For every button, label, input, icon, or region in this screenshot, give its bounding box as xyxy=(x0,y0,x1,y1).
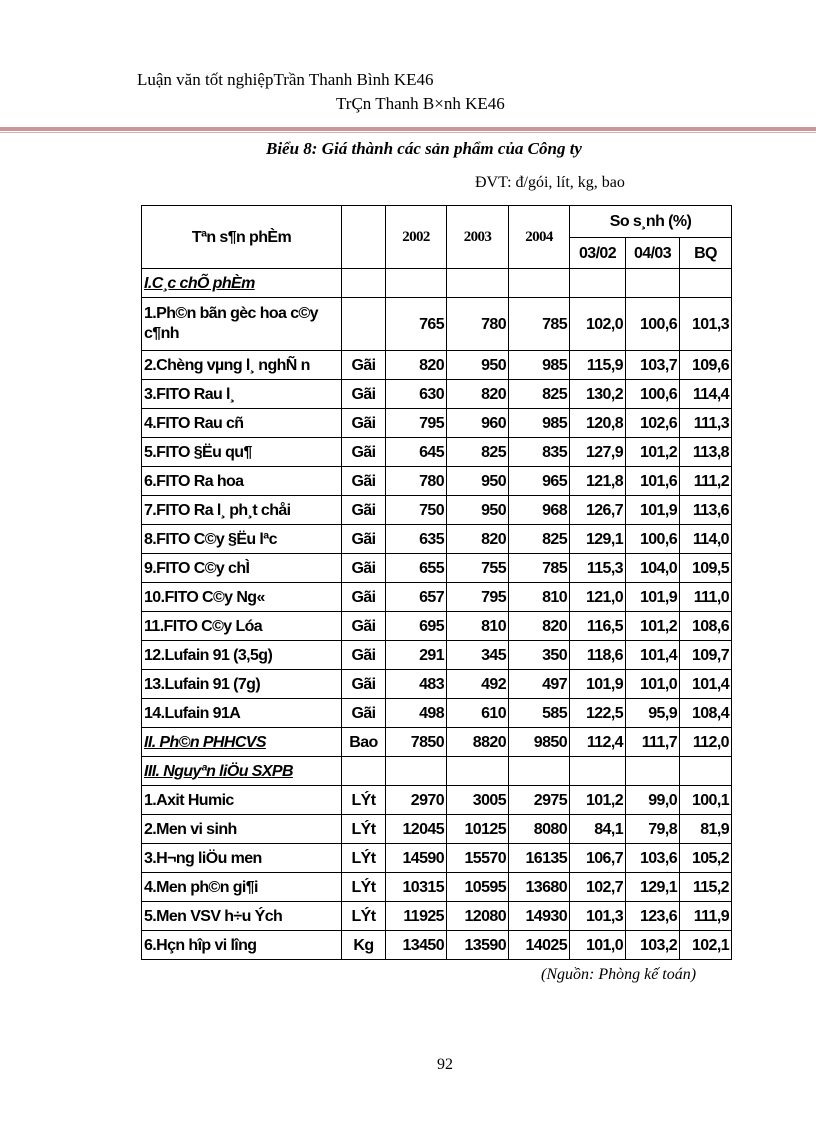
cell-03-02: 101,3 xyxy=(570,902,626,931)
table-row xyxy=(142,583,732,612)
cell-unit: LÝt xyxy=(342,902,386,931)
table-row xyxy=(142,269,732,298)
cell-04-03: 129,1 xyxy=(626,873,680,902)
cell-name: 1.Ph©n bãn gèc hoa c©y c¶nh xyxy=(142,298,342,351)
cell-unit: Gãi xyxy=(342,583,386,612)
page-number: 92 xyxy=(437,1056,453,1073)
cell-unit: Bao xyxy=(342,728,386,757)
cell-bq: 108,6 xyxy=(680,612,732,641)
cell-04-03: 103,2 xyxy=(626,931,680,960)
cell-2004: 585 xyxy=(509,699,570,728)
cell-bq xyxy=(680,757,732,786)
cell-unit: Gãi xyxy=(342,699,386,728)
cell-unit: Kg xyxy=(342,931,386,960)
cell-2003 xyxy=(447,269,509,298)
cell-2003: 10595 xyxy=(447,873,509,902)
cell-2003: 820 xyxy=(447,525,509,554)
cell-03-02: 112,4 xyxy=(570,728,626,757)
cell-bq: 109,6 xyxy=(680,351,732,380)
source-note: (Nguồn: Phòng kế toán) xyxy=(541,966,697,983)
cell-unit: LÝt xyxy=(342,844,386,873)
cell-name: 2.Chèng vµng l¸ nghÑ n xyxy=(142,351,342,380)
cell-name: 5.Men VSV h÷u Ých xyxy=(142,902,342,931)
cell-2004: 14930 xyxy=(509,902,570,931)
cell-2004: 985 xyxy=(509,409,570,438)
cell-unit: Gãi xyxy=(342,670,386,699)
cell-2004: 825 xyxy=(509,380,570,409)
table-row xyxy=(142,757,732,786)
cell-03-02: 122,5 xyxy=(570,699,626,728)
cell-2003: 755 xyxy=(447,554,509,583)
cell-03-02: 84,1 xyxy=(570,815,626,844)
cell-bq: 108,4 xyxy=(680,699,732,728)
cell-name: 8.FITO C©y §Ëu lªc xyxy=(142,525,342,554)
cell-2004: 785 xyxy=(509,298,570,351)
cell-2002: 630 xyxy=(386,380,447,409)
cell-unit: LÝt xyxy=(342,786,386,815)
cell-03-02: 121,0 xyxy=(570,583,626,612)
cell-name: 13.Lufain 91 (7g) xyxy=(142,670,342,699)
cell-2003: 610 xyxy=(447,699,509,728)
cell-2002: 11925 xyxy=(386,902,447,931)
cell-2004: 825 xyxy=(509,525,570,554)
cell-04-03: 101,6 xyxy=(626,467,680,496)
cell-2004: 9850 xyxy=(509,728,570,757)
table-row xyxy=(142,786,732,815)
cell-name: 6.Hçn hîp vi lîng xyxy=(142,931,342,960)
cell-03-02: 101,9 xyxy=(570,670,626,699)
cell-name: 4.Men ph©n gi¶i xyxy=(142,873,342,902)
cell-03-02: 106,7 xyxy=(570,844,626,873)
table-row xyxy=(142,931,732,960)
cell-2002: 2970 xyxy=(386,786,447,815)
table-row xyxy=(142,815,732,844)
cell-2003: 960 xyxy=(447,409,509,438)
cell-unit: LÝt xyxy=(342,815,386,844)
cell-03-02: 121,8 xyxy=(570,467,626,496)
cell-2002: 498 xyxy=(386,699,447,728)
col-header-unit xyxy=(342,206,386,269)
cell-2004: 14025 xyxy=(509,931,570,960)
cell-04-03 xyxy=(626,269,680,298)
cell-04-03: 101,0 xyxy=(626,670,680,699)
cell-bq: 109,5 xyxy=(680,554,732,583)
cell-03-02: 118,6 xyxy=(570,641,626,670)
cell-2004: 8080 xyxy=(509,815,570,844)
header-divider xyxy=(0,127,816,131)
cell-03-02: 115,3 xyxy=(570,554,626,583)
cell-2003: 15570 xyxy=(447,844,509,873)
cell-unit xyxy=(342,269,386,298)
cell-03-02: 101,2 xyxy=(570,786,626,815)
table-row xyxy=(142,612,732,641)
cell-2003: 345 xyxy=(447,641,509,670)
table-row xyxy=(142,554,732,583)
cell-04-03: 99,0 xyxy=(626,786,680,815)
cell-2004: 350 xyxy=(509,641,570,670)
cell-2003: 12080 xyxy=(447,902,509,931)
table-row xyxy=(142,298,732,351)
cell-bq: 111,0 xyxy=(680,583,732,612)
cell-2004: 835 xyxy=(509,438,570,467)
cell-2004: 497 xyxy=(509,670,570,699)
cell-2004: 785 xyxy=(509,554,570,583)
cell-2002: 14590 xyxy=(386,844,447,873)
cell-name: 14.Lufain 91A xyxy=(142,699,342,728)
cell-04-03: 102,6 xyxy=(626,409,680,438)
cell-name: 3.H¬ng liÖu men xyxy=(142,844,342,873)
cell-2003: 810 xyxy=(447,612,509,641)
cell-04-03: 101,2 xyxy=(626,438,680,467)
cell-unit: Gãi xyxy=(342,438,386,467)
cell-bq: 101,3 xyxy=(680,298,732,351)
cell-2004: 16135 xyxy=(509,844,570,873)
cell-bq: 113,8 xyxy=(680,438,732,467)
table-row xyxy=(142,525,732,554)
cell-2003: 13590 xyxy=(447,931,509,960)
cell-bq: 114,4 xyxy=(680,380,732,409)
cell-2002: 12045 xyxy=(386,815,447,844)
cell-name: III. Nguyªn liÖu SXPB xyxy=(142,757,342,786)
cell-2003 xyxy=(447,757,509,786)
col-header-2004: 2004 xyxy=(509,206,570,269)
cell-2002: 695 xyxy=(386,612,447,641)
cell-03-02: 127,9 xyxy=(570,438,626,467)
cell-04-03 xyxy=(626,757,680,786)
cell-unit: Gãi xyxy=(342,351,386,380)
cell-2002: 765 xyxy=(386,298,447,351)
cell-name: II. Ph©n PHHCVS xyxy=(142,728,342,757)
cell-2002: 13450 xyxy=(386,931,447,960)
table-row xyxy=(142,467,732,496)
cell-name: 4.FITO Rau cñ xyxy=(142,409,342,438)
unit-note: ĐVT: đ/gói, lít, kg, bao xyxy=(475,174,625,191)
cell-2004: 965 xyxy=(509,467,570,496)
table-row xyxy=(142,496,732,525)
cell-unit: Gãi xyxy=(342,380,386,409)
cell-04-03: 100,6 xyxy=(626,380,680,409)
cell-unit: Gãi xyxy=(342,467,386,496)
cell-name: 11.FITO C©y Lóa xyxy=(142,612,342,641)
cell-03-02: 126,7 xyxy=(570,496,626,525)
cell-unit: Gãi xyxy=(342,409,386,438)
cell-unit: Gãi xyxy=(342,496,386,525)
cell-04-03: 95,9 xyxy=(626,699,680,728)
cell-unit: Gãi xyxy=(342,554,386,583)
cell-2002: 7850 xyxy=(386,728,447,757)
cell-bq: 115,2 xyxy=(680,873,732,902)
running-header-line-1: Luận văn tốt nghiệpTrần Thanh Bình KE46 xyxy=(137,70,434,89)
cell-2003: 492 xyxy=(447,670,509,699)
cell-04-03: 103,7 xyxy=(626,351,680,380)
cell-03-02: 130,2 xyxy=(570,380,626,409)
cell-2002: 645 xyxy=(386,438,447,467)
col-header-bq: BQ xyxy=(680,238,732,269)
cell-04-03: 100,6 xyxy=(626,298,680,351)
cell-04-03: 123,6 xyxy=(626,902,680,931)
cell-bq: 109,7 xyxy=(680,641,732,670)
cell-unit: Gãi xyxy=(342,641,386,670)
cell-2004: 985 xyxy=(509,351,570,380)
col-header-compare: So s¸nh (%) xyxy=(570,206,732,238)
cell-04-03: 79,8 xyxy=(626,815,680,844)
cell-04-03: 101,9 xyxy=(626,583,680,612)
cell-name: 3.FITO Rau l¸ xyxy=(142,380,342,409)
cell-name: I.C¸c chÕ phÈm xyxy=(142,269,342,298)
cell-03-02: 115,9 xyxy=(570,351,626,380)
table-body xyxy=(142,269,732,960)
cell-2004 xyxy=(509,757,570,786)
cell-2003: 3005 xyxy=(447,786,509,815)
cell-03-02: 116,5 xyxy=(570,612,626,641)
cell-2002 xyxy=(386,269,447,298)
cell-2003: 950 xyxy=(447,467,509,496)
col-header-2003: 2003 xyxy=(447,206,509,269)
cell-04-03: 100,6 xyxy=(626,525,680,554)
cell-bq xyxy=(680,269,732,298)
col-header-name: Tªn s¶n phÈm xyxy=(142,206,342,269)
cell-bq: 102,1 xyxy=(680,931,732,960)
cell-2003: 820 xyxy=(447,380,509,409)
price-table xyxy=(141,205,732,960)
col-header-03-02: 03/02 xyxy=(570,238,626,269)
cell-bq: 112,0 xyxy=(680,728,732,757)
cell-03-02 xyxy=(570,269,626,298)
table-caption: Biểu 8: Giá thành các sản phẩm của Công ty xyxy=(266,139,582,158)
cell-unit xyxy=(342,757,386,786)
cell-bq: 113,6 xyxy=(680,496,732,525)
cell-2004 xyxy=(509,269,570,298)
cell-2002: 655 xyxy=(386,554,447,583)
cell-04-03: 111,7 xyxy=(626,728,680,757)
cell-04-03: 101,9 xyxy=(626,496,680,525)
cell-2002: 10315 xyxy=(386,873,447,902)
cell-2003: 950 xyxy=(447,351,509,380)
cell-2004: 2975 xyxy=(509,786,570,815)
cell-name: 7.FITO Ra l¸ ph¸t chåi xyxy=(142,496,342,525)
table-row xyxy=(142,670,732,699)
cell-2002 xyxy=(386,757,447,786)
cell-unit: Gãi xyxy=(342,525,386,554)
cell-unit: Gãi xyxy=(342,612,386,641)
cell-bq: 100,1 xyxy=(680,786,732,815)
cell-03-02 xyxy=(570,757,626,786)
cell-04-03: 101,2 xyxy=(626,612,680,641)
table-row xyxy=(142,409,732,438)
cell-name: 6.FITO Ra hoa xyxy=(142,467,342,496)
cell-bq: 105,2 xyxy=(680,844,732,873)
table-row xyxy=(142,873,732,902)
cell-2003: 950 xyxy=(447,496,509,525)
cell-2002: 635 xyxy=(386,525,447,554)
cell-2002: 795 xyxy=(386,409,447,438)
cell-04-03: 104,0 xyxy=(626,554,680,583)
cell-bq: 81,9 xyxy=(680,815,732,844)
cell-2004: 968 xyxy=(509,496,570,525)
cell-name: 2.Men vi sinh xyxy=(142,815,342,844)
cell-unit: LÝt xyxy=(342,873,386,902)
cell-unit xyxy=(342,298,386,351)
cell-2004: 810 xyxy=(509,583,570,612)
col-header-2002: 2002 xyxy=(386,206,447,269)
cell-03-02: 120,8 xyxy=(570,409,626,438)
table-row xyxy=(142,438,732,467)
cell-2003: 8820 xyxy=(447,728,509,757)
cell-04-03: 103,6 xyxy=(626,844,680,873)
cell-2003: 795 xyxy=(447,583,509,612)
cell-bq: 101,4 xyxy=(680,670,732,699)
cell-2004: 820 xyxy=(509,612,570,641)
cell-name: 1.Axit Humic xyxy=(142,786,342,815)
cell-03-02: 129,1 xyxy=(570,525,626,554)
cell-bq: 111,3 xyxy=(680,409,732,438)
table-row xyxy=(142,902,732,931)
col-header-04-03: 04/03 xyxy=(626,238,680,269)
cell-2002: 750 xyxy=(386,496,447,525)
cell-04-03: 101,4 xyxy=(626,641,680,670)
cell-bq: 111,2 xyxy=(680,467,732,496)
cell-2004: 13680 xyxy=(509,873,570,902)
cell-bq: 111,9 xyxy=(680,902,732,931)
cell-2002: 780 xyxy=(386,467,447,496)
table-row xyxy=(142,351,732,380)
table-row xyxy=(142,844,732,873)
table-row xyxy=(142,380,732,409)
running-header-line-2: TrÇn Thanh B×nh KE46 xyxy=(336,94,505,113)
cell-2002: 820 xyxy=(386,351,447,380)
cell-bq: 114,0 xyxy=(680,525,732,554)
cell-2002: 483 xyxy=(386,670,447,699)
cell-name: 5.FITO §Ëu qu¶ xyxy=(142,438,342,467)
cell-03-02: 101,0 xyxy=(570,931,626,960)
cell-03-02: 102,0 xyxy=(570,298,626,351)
table-row xyxy=(142,699,732,728)
cell-name: 10.FITO C©y Ng« xyxy=(142,583,342,612)
cell-2002: 657 xyxy=(386,583,447,612)
cell-2002: 291 xyxy=(386,641,447,670)
cell-2003: 825 xyxy=(447,438,509,467)
header-divider-thin xyxy=(0,132,816,133)
cell-2003: 780 xyxy=(447,298,509,351)
cell-name: 9.FITO C©y chÌ xyxy=(142,554,342,583)
cell-03-02: 102,7 xyxy=(570,873,626,902)
table-row xyxy=(142,641,732,670)
table-row xyxy=(142,728,732,757)
cell-2003: 10125 xyxy=(447,815,509,844)
cell-name: 12.Lufain 91 (3,5g) xyxy=(142,641,342,670)
